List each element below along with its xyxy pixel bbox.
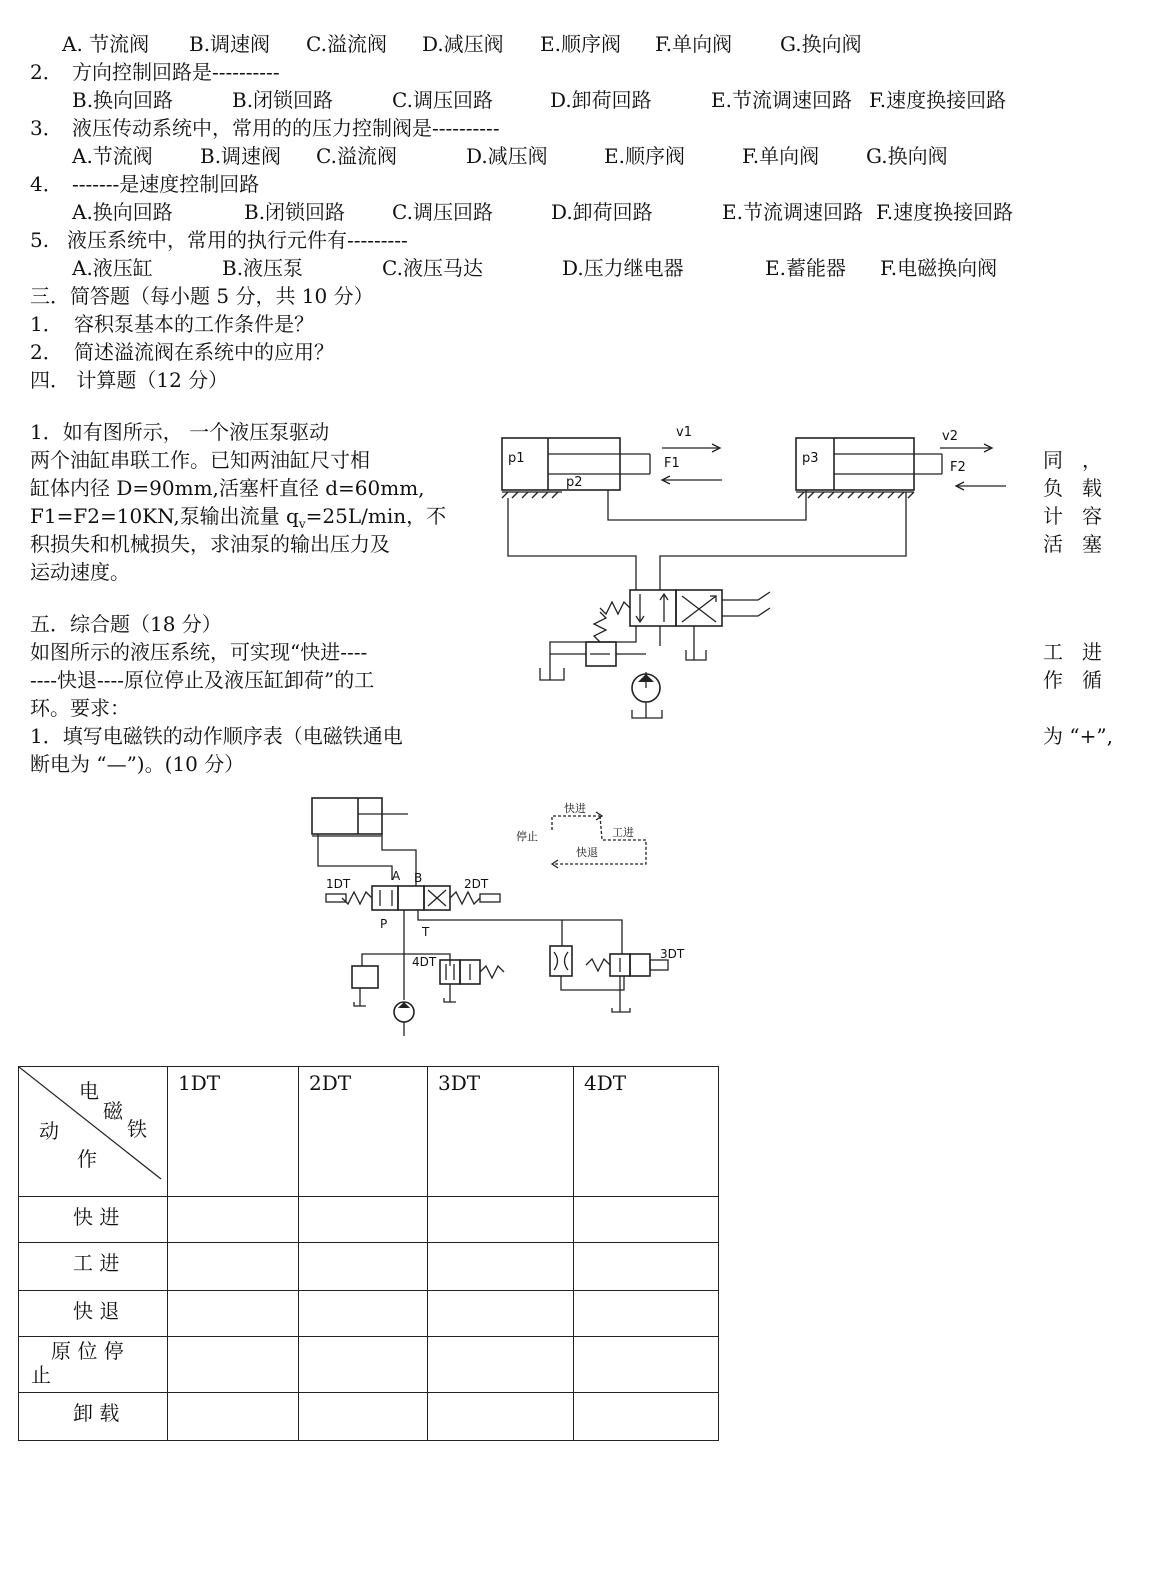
cylinder-2 xyxy=(796,438,942,498)
q3-number: 3． xyxy=(30,116,63,140)
sec3-q2: 简述溢流阀在系统中的应用？ xyxy=(74,340,334,364)
speed-change-valve xyxy=(586,954,668,1012)
cell[interactable] xyxy=(299,1243,428,1291)
label-p3: p3 xyxy=(802,451,819,466)
cell[interactable] xyxy=(428,1337,574,1393)
sec4-right-3a: 计 xyxy=(1043,504,1063,528)
cell[interactable] xyxy=(574,1337,719,1393)
series-cylinder-diagram xyxy=(490,420,1030,730)
table-row xyxy=(19,1393,719,1441)
q3-stem: 液压传动系统中，常用的的压力控制阀是---------- xyxy=(72,116,500,140)
label-3dt: 3DT xyxy=(660,947,685,961)
row-label-work-in: 工 进 xyxy=(19,1243,168,1291)
q2-option-1: B.换向回路 xyxy=(72,88,174,112)
sec4-right-4a: 活 xyxy=(1043,532,1063,556)
q2-number: 2． xyxy=(30,60,63,84)
sec4-line-4b: =25L/min，不 xyxy=(305,504,447,528)
corner-char-1: 电 xyxy=(79,1079,99,1103)
q1-option-c: C.溢流阀 xyxy=(306,32,387,56)
sec4-line-4 xyxy=(30,504,446,531)
sec5-line-4: 1．填写电磁铁的动作顺序表（电磁铁通电 xyxy=(30,724,403,748)
q5-option-e: E.蓄能器 xyxy=(765,256,846,280)
label-p2: p2 xyxy=(566,475,583,490)
label-fast-back: 快退 xyxy=(576,846,598,859)
sec4-line-1: 1．如有图所示， 一个液压泵驱动 xyxy=(30,420,330,444)
row-label-unload: 卸 载 xyxy=(19,1393,168,1441)
table-row xyxy=(19,1291,719,1337)
q5-option-a: A.液压缸 xyxy=(72,256,153,280)
corner-char-2: 磁 xyxy=(103,1099,123,1123)
table-row xyxy=(19,1243,719,1291)
q2-option-5: E.节流调速回路 xyxy=(711,88,852,112)
corner-char-3: 铁 xyxy=(127,1117,147,1141)
section5-title: 五．综合题（18 分） xyxy=(30,612,222,636)
sec3-q2-number: 2． xyxy=(30,340,63,364)
solenoid-sequence-table xyxy=(18,1066,719,1441)
sec5-right-1b: 进 xyxy=(1082,640,1102,664)
flow-subscript: v xyxy=(298,517,306,531)
q2-option-2: B.闭锁回路 xyxy=(232,88,334,112)
q2-stem: 方向控制回路是---------- xyxy=(72,60,280,84)
sec3-q1-number: 1． xyxy=(30,312,63,336)
label-stop: 停止 xyxy=(516,830,538,843)
sec5-right-1a: 工 xyxy=(1043,640,1063,664)
q5-number: 5. xyxy=(30,228,50,252)
cell[interactable] xyxy=(299,1393,428,1441)
q4-option-2: B.闭锁回路 xyxy=(244,200,346,224)
sec4-line-6: 运动速度。 xyxy=(30,560,130,584)
q1-option-e: E.顺序阀 xyxy=(540,32,621,56)
sec5-right-2a: 作 xyxy=(1043,668,1063,692)
q5-option-f: F.电磁换向阀 xyxy=(880,256,998,280)
cell[interactable] xyxy=(428,1291,574,1337)
q2-option-3: C.调压回路 xyxy=(392,88,493,112)
q3-option-a: A.节流阀 xyxy=(72,144,153,168)
q4-option-6: F.速度换接回路 xyxy=(876,200,1014,224)
q3-option-g: G.换向阀 xyxy=(866,144,948,168)
label-f2: F2 xyxy=(950,460,966,475)
label-p: P xyxy=(380,917,388,931)
sec4-right-2b: 载 xyxy=(1082,476,1102,500)
col-header-3dt: 3DT xyxy=(428,1067,574,1197)
table-corner-cell xyxy=(19,1067,168,1197)
sec4-line-3: 缸体内径 D=90mm,活塞杆直径 d=60mm, xyxy=(30,476,425,500)
relief-valve-2 xyxy=(352,966,378,1006)
cell[interactable] xyxy=(299,1291,428,1337)
sec4-right-3b: 容 xyxy=(1082,504,1102,528)
label-b: B xyxy=(414,871,423,885)
label-fast-in: 快进 xyxy=(564,802,586,815)
q4-option-4: D.卸荷回路 xyxy=(551,200,653,224)
cell[interactable] xyxy=(168,1393,299,1441)
cell[interactable] xyxy=(168,1197,299,1243)
q3-option-f: F.单向阀 xyxy=(742,144,820,168)
q2-option-6: F.速度换接回路 xyxy=(869,88,1007,112)
sec4-right-1a: 同 xyxy=(1043,448,1063,472)
cell[interactable] xyxy=(574,1393,719,1441)
label-4dt: 4DT xyxy=(412,955,437,969)
q4-stem: -------是速度控制回路 xyxy=(72,172,260,196)
q5-option-b: B.液压泵 xyxy=(222,256,304,280)
q5-stem: 液压系统中，常用的执行元件有--------- xyxy=(67,228,408,252)
sec5-right-2b: 循 xyxy=(1082,668,1102,692)
pump xyxy=(632,674,662,718)
sec4-right-2a: 负 xyxy=(1043,476,1063,500)
unloading-valve xyxy=(440,960,504,1002)
q4-number: 4． xyxy=(30,172,63,196)
sec5-line-2: ----快退----原位停止及液压缸卸荷”的工 xyxy=(30,668,375,692)
table-row xyxy=(19,1197,719,1243)
q5-option-d: D.压力继电器 xyxy=(562,256,684,280)
sec4-line-4a: F1=F2=10KN,泵输出流量 q xyxy=(30,504,299,528)
q5-option-c: C.液压马达 xyxy=(382,256,483,280)
col-header-1dt: 1DT xyxy=(168,1067,299,1197)
corner-char-4: 动 xyxy=(39,1119,59,1143)
label-p1: p1 xyxy=(508,451,525,466)
sec4-line-5: 积损失和机械损失，求油泵的输出压力及 xyxy=(30,532,390,556)
label-t: T xyxy=(422,925,430,939)
q4-option-5: E.节流调速回路 xyxy=(722,200,863,224)
throttle-valve xyxy=(550,946,624,990)
q2-option-4: D.卸荷回路 xyxy=(550,88,652,112)
row-label-fast-in: 快 进 xyxy=(19,1197,168,1243)
row-label-stop-b: 止 xyxy=(31,1363,51,1387)
label-v1: v1 xyxy=(676,425,692,440)
label-1dt: 1DT xyxy=(326,877,351,891)
cell[interactable] xyxy=(428,1197,574,1243)
label-2dt: 2DT xyxy=(464,877,489,891)
hydraulic-system-diagram xyxy=(300,790,730,1050)
q4-option-1: A.换向回路 xyxy=(72,200,173,224)
cell[interactable] xyxy=(168,1243,299,1291)
col-header-2dt: 2DT xyxy=(299,1067,428,1197)
sec3-q1: 容积泵基本的工作条件是？ xyxy=(74,312,314,336)
q1-option-g: G.换向阀 xyxy=(780,32,862,56)
q3-option-e: E.顺序阀 xyxy=(604,144,685,168)
sec4-line-2: 两个油缸串联工作。已知两油缸尺寸相 xyxy=(30,448,370,472)
row-label-stop-a: 原 位 停 xyxy=(51,1339,124,1363)
sec5-line-3: 环。要求： xyxy=(30,696,130,720)
cell[interactable] xyxy=(428,1243,574,1291)
cell[interactable] xyxy=(299,1337,428,1393)
label-work-in: 工进 xyxy=(612,826,634,839)
cell[interactable] xyxy=(428,1393,574,1441)
work-cylinder xyxy=(312,798,408,836)
sec5-line-5: 断电为 “—”)。(10 分） xyxy=(30,752,245,776)
q1-option-a: A. 节流阀 xyxy=(62,32,150,56)
table-row xyxy=(19,1337,719,1393)
q1-option-d: D.减压阀 xyxy=(422,32,504,56)
row-label-fast-back: 快 退 xyxy=(19,1291,168,1337)
q1-option-f: F.单向阀 xyxy=(655,32,733,56)
work-cycle-legend xyxy=(516,801,646,868)
label-v2: v2 xyxy=(942,429,958,444)
sec4-right-4b: 塞 xyxy=(1082,532,1102,556)
cell[interactable] xyxy=(168,1291,299,1337)
section4-title: 四． 计算题（12 分） xyxy=(30,368,229,392)
q3-option-d: D.减压阀 xyxy=(466,144,548,168)
label-a: A xyxy=(392,869,401,883)
cell[interactable] xyxy=(574,1291,719,1337)
sec5-line-1: 如图所示的液压系统，可实现“快进---- xyxy=(30,640,368,664)
col-header-4dt: 4DT xyxy=(574,1067,719,1197)
cell[interactable] xyxy=(299,1197,428,1243)
corner-char-5: 作 xyxy=(77,1147,97,1171)
q3-option-b: B.调速阀 xyxy=(200,144,282,168)
row-label-stop xyxy=(19,1337,168,1393)
q1-option-b: B.调速阀 xyxy=(189,32,271,56)
section3-title: 三．简答题（每小题 5 分，共 10 分） xyxy=(30,284,374,308)
sec4-right-1b: ， xyxy=(1082,448,1102,472)
sec5-right-tail: 为 “+”, xyxy=(1043,724,1113,748)
pump-2 xyxy=(394,1002,414,1036)
cell[interactable] xyxy=(574,1197,719,1243)
cell[interactable] xyxy=(168,1337,299,1393)
q4-option-3: C.调压回路 xyxy=(392,200,493,224)
label-f1: F1 xyxy=(664,456,680,471)
cell[interactable] xyxy=(574,1243,719,1291)
directional-valve xyxy=(600,590,770,626)
q3-option-c: C.溢流阀 xyxy=(316,144,397,168)
